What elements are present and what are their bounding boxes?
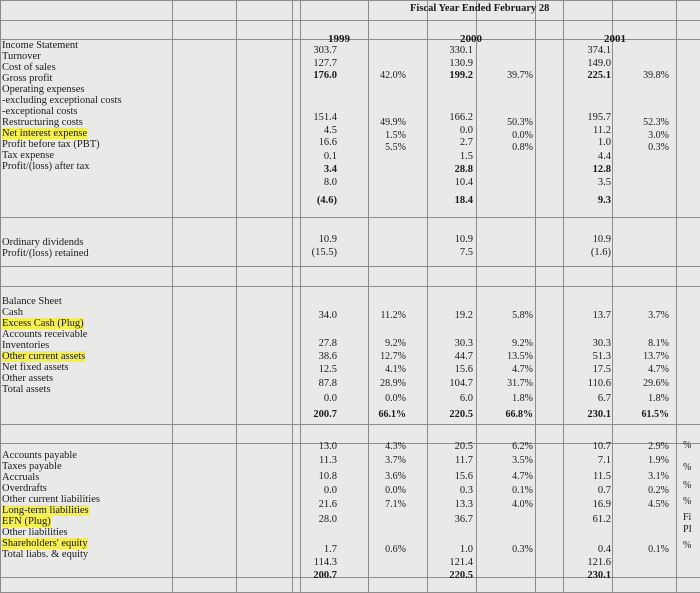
pct-cell[interactable]: 49.9% (380, 117, 406, 128)
value-cell[interactable]: 2.7 (459, 137, 473, 148)
row-label[interactable]: Cash (2, 307, 23, 318)
pct-cell[interactable]: 3.1% (648, 471, 669, 482)
value-cell[interactable]: 0.1 (323, 151, 337, 162)
edge-fragment[interactable]: % (683, 480, 692, 491)
pct-cell[interactable]: 3.7% (385, 455, 406, 466)
value-cell[interactable]: 225.1 (587, 70, 611, 81)
value-cell[interactable]: 200.7 (313, 570, 337, 581)
row-label[interactable]: Accounts receivable (2, 329, 88, 340)
pct-cell[interactable]: 5.5% (385, 142, 406, 153)
pct-cell[interactable]: 66.1% (378, 409, 406, 420)
value-cell[interactable]: 61.2 (592, 514, 611, 525)
value-cell[interactable]: 230.1 (587, 570, 611, 581)
value-cell[interactable]: 220.5 (449, 570, 473, 581)
value-cell[interactable]: 10.9 (318, 234, 337, 245)
value-cell[interactable]: 8.0 (323, 177, 337, 188)
value-cell[interactable]: 303.7 (313, 45, 337, 56)
value-cell[interactable]: 0.0 (459, 125, 473, 136)
value-cell[interactable]: 17.5 (592, 364, 611, 375)
grid-line (0, 0, 1, 592)
value-cell[interactable]: 30.3 (454, 338, 473, 349)
pct-cell[interactable]: 1.8% (648, 393, 669, 404)
year-header[interactable]: 2000 (460, 33, 482, 45)
edge-fragment[interactable]: PI (683, 524, 692, 535)
value-cell[interactable]: 10.9 (592, 234, 611, 245)
value-cell[interactable]: 12.5 (318, 364, 337, 375)
row-label[interactable]: Long-term liabilities (2, 505, 89, 516)
value-cell[interactable]: 12.8 (592, 164, 611, 175)
value-cell[interactable]: 199.2 (449, 70, 473, 81)
value-cell[interactable]: 0.4 (597, 544, 611, 555)
pct-cell[interactable]: 5.8% (512, 310, 533, 321)
row-label[interactable]: Inventories (2, 340, 50, 351)
value-cell[interactable]: (15.5) (311, 247, 337, 258)
grid-line (0, 266, 700, 267)
grid-line (535, 0, 536, 592)
value-cell[interactable]: 7.5 (459, 247, 473, 258)
value-cell[interactable]: 10.4 (454, 177, 473, 188)
edge-fragment[interactable]: % (683, 462, 692, 473)
pct-cell[interactable]: 0.0% (512, 130, 533, 141)
value-cell[interactable]: 130.9 (449, 58, 473, 69)
pct-cell[interactable]: 3.7% (648, 310, 669, 321)
row-label[interactable]: Restructuring costs (2, 117, 83, 128)
pct-cell[interactable]: 9.2% (385, 338, 406, 349)
pct-cell[interactable]: 0.3% (512, 544, 533, 555)
value-cell[interactable]: 6.7 (597, 393, 611, 404)
pct-cell[interactable]: 2.9% (648, 441, 669, 452)
pct-cell[interactable]: 0.1% (512, 485, 533, 496)
value-cell[interactable]: 44.7 (454, 351, 473, 362)
value-cell[interactable]: 110.6 (587, 378, 611, 389)
value-cell[interactable]: 28.8 (454, 164, 473, 175)
pct-cell[interactable]: 31.7% (507, 378, 533, 389)
pct-cell[interactable]: 12.7% (380, 351, 406, 362)
pct-cell[interactable]: 4.5% (648, 499, 669, 510)
value-cell[interactable]: 166.2 (449, 112, 473, 123)
row-label[interactable]: Turnover (2, 51, 41, 62)
value-cell[interactable]: 51.3 (592, 351, 611, 362)
pct-cell[interactable]: 0.6% (385, 544, 406, 555)
pct-cell[interactable]: 0.0% (385, 485, 406, 496)
pct-cell[interactable]: 1.8% (512, 393, 533, 404)
pct-cell[interactable]: 0.2% (648, 485, 669, 496)
pct-cell[interactable]: 0.8% (512, 142, 533, 153)
value-cell[interactable]: 0.3 (459, 485, 473, 496)
row-label[interactable]: Accounts payable (2, 450, 77, 461)
pct-cell[interactable]: 28.9% (380, 378, 406, 389)
row-label[interactable]: Net fixed assets (2, 362, 69, 373)
pct-cell[interactable]: 13.7% (643, 351, 669, 362)
pct-cell[interactable]: 39.7% (507, 70, 533, 81)
pct-cell[interactable]: 0.0% (385, 393, 406, 404)
grid-line (236, 0, 237, 592)
value-cell[interactable]: 11.7 (455, 455, 473, 466)
value-cell[interactable]: 104.7 (449, 378, 473, 389)
value-cell[interactable]: 3.4 (323, 164, 337, 175)
value-cell[interactable]: 16.6 (318, 137, 337, 148)
value-cell[interactable]: 6.0 (459, 393, 473, 404)
row-label[interactable]: Overdrafts (2, 483, 47, 494)
value-cell[interactable]: 220.5 (449, 409, 473, 420)
value-cell[interactable]: 121.4 (449, 557, 473, 568)
value-cell[interactable]: 87.8 (318, 378, 337, 389)
edge-fragment[interactable]: Fi (683, 512, 692, 523)
pct-cell[interactable]: 3.5% (512, 455, 533, 466)
row-label[interactable]: Profit/(loss) retained (2, 248, 89, 259)
edge-fragment[interactable]: % (683, 440, 692, 451)
pct-cell[interactable]: 4.7% (648, 364, 669, 375)
row-label[interactable]: Ordinary dividends (2, 237, 84, 248)
grid-line (172, 0, 173, 592)
value-cell[interactable]: 4.4 (597, 151, 611, 162)
value-cell[interactable]: 0.7 (597, 485, 611, 496)
pct-cell[interactable]: 0.3% (648, 142, 669, 153)
value-cell[interactable]: 13.3 (454, 499, 473, 510)
value-cell[interactable]: 21.6 (318, 499, 337, 510)
grid-line (0, 20, 700, 21)
pct-cell[interactable]: 1.9% (648, 455, 669, 466)
row-label[interactable]: Balance Sheet (2, 296, 62, 307)
pct-cell[interactable]: 52.3% (643, 117, 669, 128)
value-cell[interactable]: (1.6) (590, 247, 611, 258)
value-cell[interactable]: 13.0 (318, 441, 337, 452)
value-cell[interactable]: 10.7 (592, 441, 611, 452)
pct-cell[interactable]: 11.2% (380, 310, 406, 321)
value-cell[interactable]: 30.3 (592, 338, 611, 349)
grid-line (676, 0, 677, 592)
value-cell[interactable]: 7.1 (597, 455, 611, 466)
row-label[interactable]: -exceptional costs (2, 106, 78, 117)
value-cell[interactable]: 11.5 (593, 471, 611, 482)
value-cell[interactable]: 3.5 (597, 177, 611, 188)
pct-cell[interactable]: 1.5% (385, 130, 406, 141)
value-cell[interactable]: 13.7 (592, 310, 611, 321)
row-label[interactable]: EFN (Plug) (2, 516, 51, 527)
value-cell[interactable]: 36.7 (454, 514, 473, 525)
pct-cell[interactable]: 13.5% (507, 351, 533, 362)
row-label[interactable]: Total liabs. & equity (2, 549, 89, 560)
value-cell[interactable]: 114.3 (313, 557, 337, 568)
value-cell[interactable]: 200.7 (313, 409, 337, 420)
value-cell[interactable]: 121.6 (587, 557, 611, 568)
value-cell[interactable]: 230.1 (587, 409, 611, 420)
pct-cell[interactable]: 50.3% (507, 117, 533, 128)
row-label[interactable]: Accruals (2, 472, 40, 483)
grid-line (0, 0, 700, 1)
value-cell[interactable]: 10.9 (454, 234, 473, 245)
edge-fragment[interactable]: % (683, 496, 692, 507)
row-label[interactable]: Other assets (2, 373, 54, 384)
value-cell[interactable]: 1.7 (323, 544, 337, 555)
value-cell[interactable]: 16.9 (592, 499, 611, 510)
row-label[interactable]: -excluding exceptional costs (2, 95, 122, 106)
row-label[interactable]: Income Statement (2, 40, 79, 51)
pct-cell[interactable]: 9.2% (512, 338, 533, 349)
row-label[interactable]: Operating expenses (2, 84, 85, 95)
value-cell[interactable]: 11.3 (319, 455, 337, 466)
row-label[interactable]: Other liabilities (2, 527, 68, 538)
value-cell[interactable]: 28.0 (318, 514, 337, 525)
value-cell[interactable]: 10.8 (318, 471, 337, 482)
pct-cell[interactable]: 4.0% (512, 499, 533, 510)
grid-line (0, 217, 700, 218)
value-cell[interactable]: (4.6) (316, 195, 337, 206)
row-label[interactable]: Other current assets (2, 351, 86, 362)
value-cell[interactable]: 1.0 (459, 544, 473, 555)
value-cell[interactable]: 0.0 (323, 485, 337, 496)
pct-cell[interactable]: 3.0% (648, 130, 669, 141)
value-cell[interactable]: 195.7 (587, 112, 611, 123)
value-cell[interactable]: 27.8 (318, 338, 337, 349)
value-cell[interactable]: 1.5 (459, 151, 473, 162)
year-header[interactable]: 2001 (604, 33, 626, 45)
value-cell[interactable]: 149.0 (587, 58, 611, 69)
pct-cell[interactable]: 4.7% (512, 364, 533, 375)
row-label[interactable]: Cost of sales (2, 62, 56, 73)
pct-cell[interactable]: 3.6% (385, 471, 406, 482)
value-cell[interactable]: 127.7 (313, 58, 337, 69)
value-cell[interactable]: 19.2 (454, 310, 473, 321)
pct-cell[interactable]: 4.3% (385, 441, 406, 452)
grid-line (0, 424, 700, 425)
header-title[interactable]: Fiscal Year Ended February 28 (410, 3, 550, 14)
value-cell[interactable]: 0.0 (323, 393, 337, 404)
value-cell[interactable]: 34.0 (318, 310, 337, 321)
pct-cell[interactable]: 7.1% (385, 499, 406, 510)
row-label[interactable]: Profit/(loss) after tax (2, 161, 90, 172)
value-cell[interactable]: 15.6 (454, 364, 473, 375)
pct-cell[interactable]: 4.1% (385, 364, 406, 375)
pct-cell[interactable]: 61.5% (641, 409, 669, 420)
value-cell[interactable]: 4.5 (323, 125, 337, 136)
grid-line (0, 286, 700, 287)
pct-cell[interactable]: 4.7% (512, 471, 533, 482)
value-cell[interactable]: 20.5 (454, 441, 473, 452)
value-cell[interactable]: 374.1 (587, 45, 611, 56)
value-cell[interactable]: 15.6 (454, 471, 473, 482)
row-label[interactable]: Gross profit (2, 73, 53, 84)
row-label[interactable]: Shareholders' equity (2, 538, 88, 549)
edge-fragment[interactable]: % (683, 540, 692, 551)
pct-cell[interactable]: 66.8% (505, 409, 533, 420)
row-label[interactable]: Profit before tax (PBT) (2, 139, 100, 150)
value-cell[interactable]: 151.4 (313, 112, 337, 123)
value-cell[interactable]: 9.3 (597, 195, 611, 206)
value-cell[interactable]: 176.0 (313, 70, 337, 81)
pct-cell[interactable]: 0.1% (648, 544, 669, 555)
value-cell[interactable]: 330.1 (449, 45, 473, 56)
pct-cell[interactable]: 8.1% (648, 338, 669, 349)
row-label[interactable]: Tax expense (2, 150, 55, 161)
row-label[interactable]: Taxes payable (2, 461, 62, 472)
row-label[interactable]: Net interest expense (2, 128, 88, 139)
row-label[interactable]: Other current liabilities (2, 494, 100, 505)
value-cell[interactable]: 18.4 (454, 195, 473, 206)
row-label[interactable]: Total assets (2, 384, 51, 395)
pct-cell[interactable]: 29.6% (643, 378, 669, 389)
row-label[interactable]: Excess Cash (Plug) (2, 318, 84, 329)
value-cell[interactable]: 38.6 (318, 351, 337, 362)
pct-cell[interactable]: 6.2% (512, 441, 533, 452)
pct-cell[interactable]: 42.0% (380, 70, 406, 81)
year-header[interactable]: 1999 (328, 33, 350, 45)
pct-cell[interactable]: 39.8% (643, 70, 669, 81)
value-cell[interactable]: 1.0 (597, 137, 611, 148)
value-cell[interactable]: 11.2 (593, 125, 611, 136)
